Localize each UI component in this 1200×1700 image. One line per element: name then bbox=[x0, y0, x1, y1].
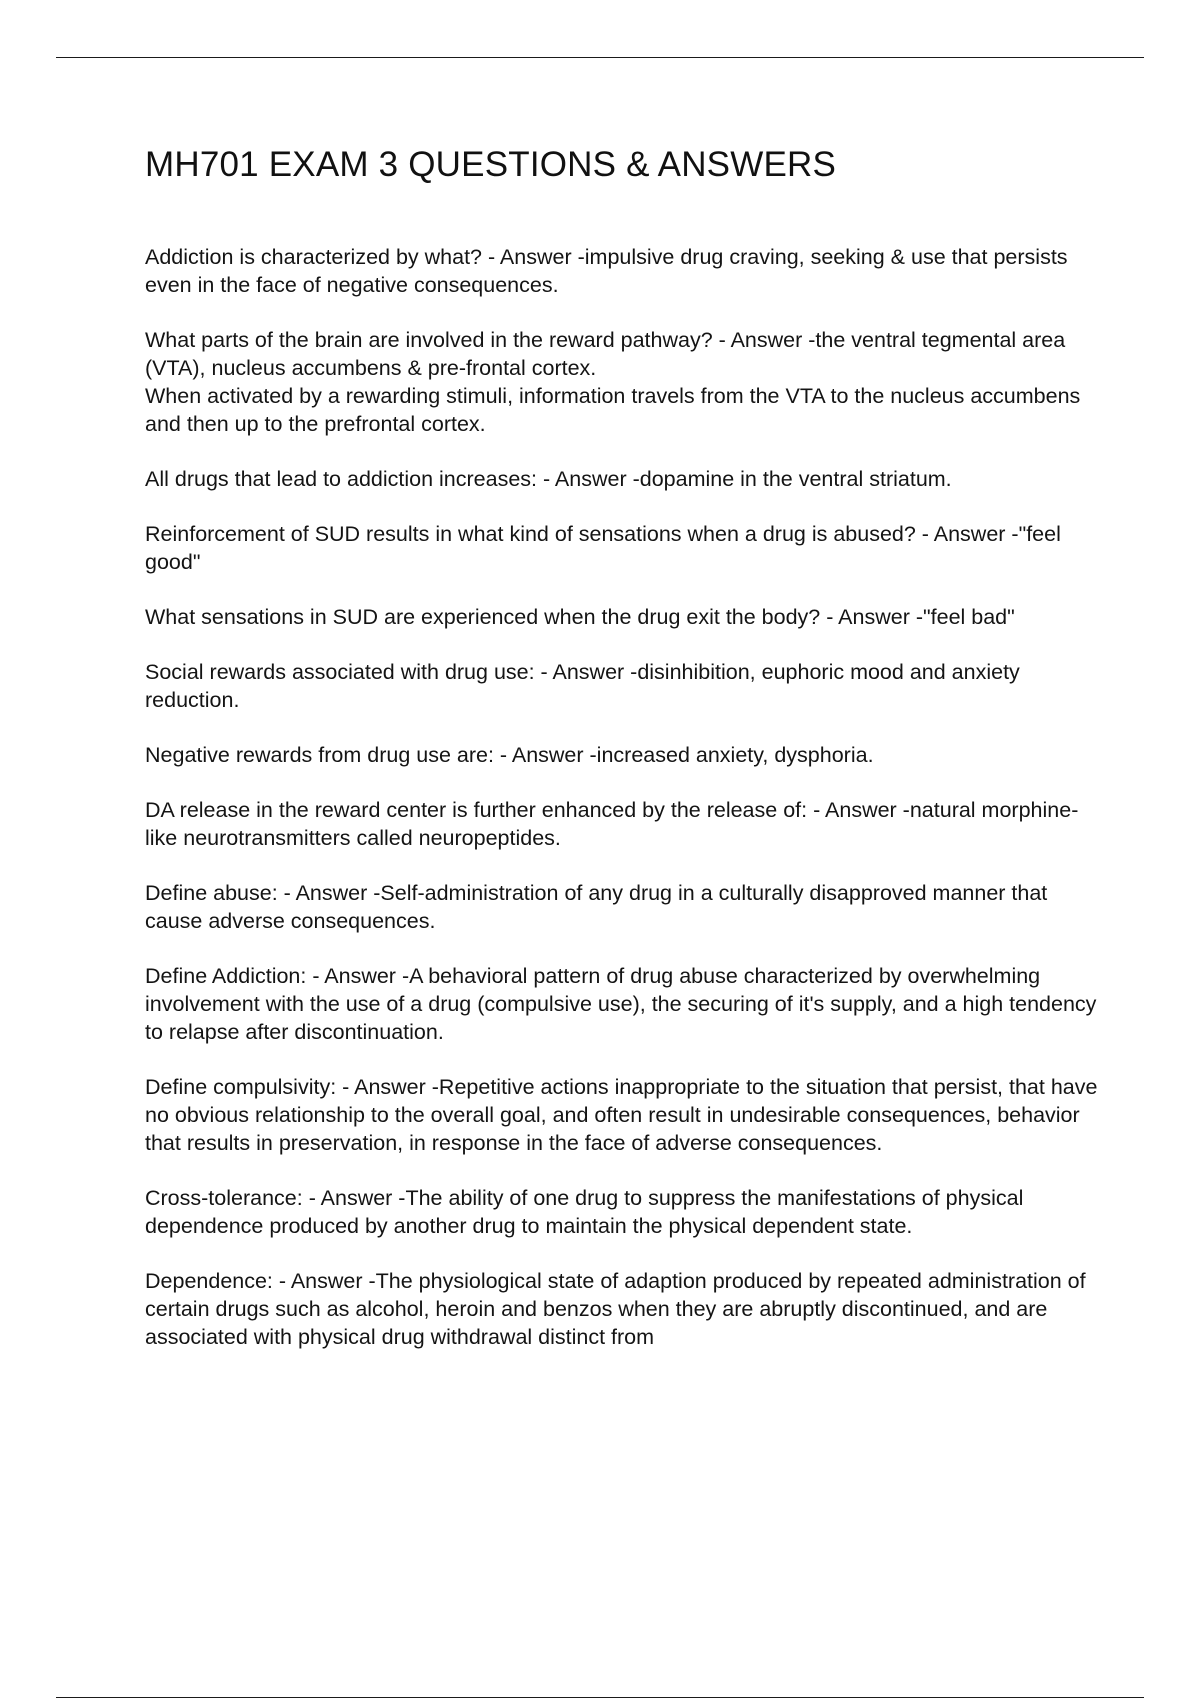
qa-text-continuation: When activated by a rewarding stimuli, information travels from the VTA to the nucleus accumbens and then up to the prefrontal cortex. bbox=[145, 384, 1081, 436]
qa-text: Negative rewards from drug use are: - Answer -increased anxiety, dysphoria. bbox=[145, 743, 874, 767]
qa-entry bbox=[145, 465, 1105, 493]
qa-entry bbox=[145, 1267, 1105, 1351]
qa-entry bbox=[145, 243, 1105, 299]
qa-text: Cross-tolerance: - Answer -The ability of one drug to suppress the manifestations of physical dependence produced by another drug to maintain the physical dependent state. bbox=[145, 1186, 1024, 1238]
qa-entry bbox=[145, 1184, 1105, 1240]
qa-text: Addiction is characterized by what? - Answer -impulsive drug craving, seeking & use that persists even in the face of negative consequences. bbox=[145, 245, 1068, 297]
qa-entry bbox=[145, 796, 1105, 852]
qa-list bbox=[145, 243, 1105, 1378]
qa-text: What sensations in SUD are experienced when the drug exit the body? - Answer -"feel bad" bbox=[145, 605, 1015, 629]
footer-rule bbox=[56, 1697, 1144, 1698]
qa-text: All drugs that lead to addiction increases: - Answer -dopamine in the ventral striatum. bbox=[145, 467, 952, 491]
qa-entry bbox=[145, 1073, 1105, 1157]
qa-entry bbox=[145, 326, 1105, 438]
qa-text: Define compulsivity: - Answer -Repetitive actions inappropriate to the situation that persist, that have no obvious relationship to the overall goal, and often result in undesirable consequences, behavior that results in preservation, in response in the face of adverse consequences. bbox=[145, 1075, 1098, 1155]
qa-text: Define abuse: - Answer -Self-administration of any drug in a culturally disapproved manner that cause adverse consequences. bbox=[145, 881, 1048, 933]
qa-entry bbox=[145, 520, 1105, 576]
document-title: MH701 EXAM 3 QUESTIONS & ANSWERS bbox=[145, 145, 837, 184]
qa-entry bbox=[145, 879, 1105, 935]
qa-text: Reinforcement of SUD results in what kind of sensations when a drug is abused? - Answer -"feel good" bbox=[145, 522, 1061, 574]
qa-text: Dependence: - Answer -The physiological state of adaption produced by repeated administration of certain drugs such as alcohol, heroin and benzos when they are abruptly discontinued, and are associated with physical drug withdrawal distinct from bbox=[145, 1269, 1086, 1349]
header-rule bbox=[56, 57, 1144, 58]
qa-text: Social rewards associated with drug use: - Answer -disinhibition, euphoric mood and anxiety reduction. bbox=[145, 660, 1020, 712]
qa-text: What parts of the brain are involved in the reward pathway? - Answer -the ventral tegmental area (VTA), nucleus accumbens & pre-frontal cortex. bbox=[145, 328, 1066, 380]
qa-entry bbox=[145, 741, 1105, 769]
qa-entry bbox=[145, 658, 1105, 714]
qa-entry bbox=[145, 603, 1105, 631]
qa-text: Define Addiction: - Answer -A behavioral pattern of drug abuse characterized by overwhelming involvement with the use of a drug (compulsive use), the securing of it's supply, and a high tendency to relapse after discontinuation. bbox=[145, 964, 1097, 1044]
qa-entry bbox=[145, 962, 1105, 1046]
qa-text: DA release in the reward center is further enhanced by the release of: - Answer -natural morphine-like neurotransmitters called neuropeptides. bbox=[145, 798, 1079, 850]
